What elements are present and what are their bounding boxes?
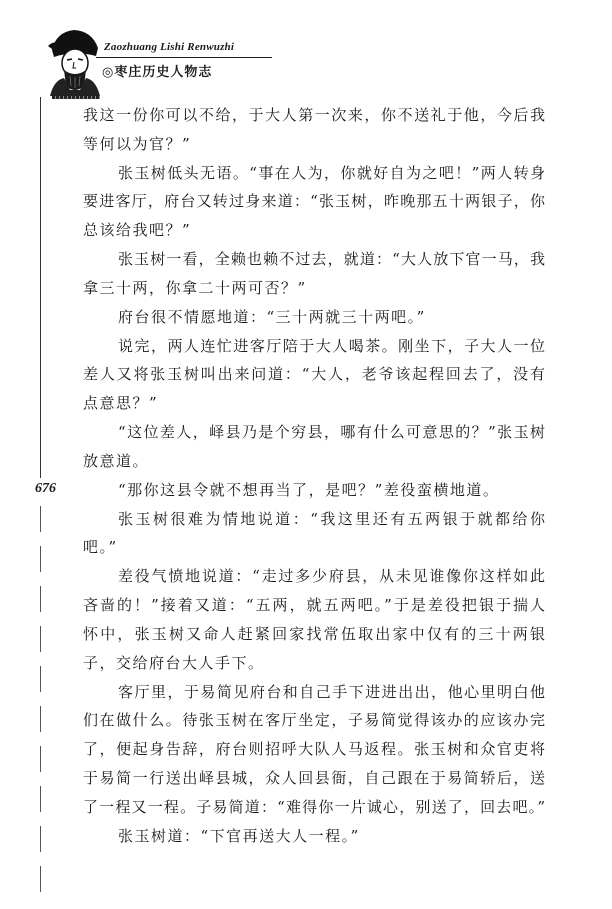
text-line: 怀中，张玉树又命人赶紧回家找常伍取出家中仅有的三十两银 (83, 624, 545, 643)
page-number: 676 (35, 481, 56, 496)
header-divider (96, 57, 272, 58)
text-line: 张玉树一看，全赖也赖不过去，就道：“大人放下官一马，我 (118, 250, 545, 269)
margin-rule-lower (40, 506, 41, 894)
header-decorative-bar (52, 96, 100, 99)
text-line: 差人又将张玉树叫出来问道：“大人，老爷该起程回去了，没有 (83, 365, 545, 384)
scholar-portrait-icon (46, 26, 102, 96)
series-title: ◎枣庄历史人物志 (102, 65, 213, 80)
paragraph (83, 418, 545, 476)
text-line: 张玉树道：“下官再送大人一程。” (118, 826, 360, 845)
text-line: 要进客厅，府台又转过身来道：“张玉树，昨晚那五十两银子，你 (83, 192, 545, 211)
text-line: 拿三十两，你拿二十两可否？” (83, 278, 307, 297)
paragraph (83, 678, 545, 822)
text-line: 吧。” (83, 538, 118, 557)
text-line: 于易简一行送出峄县城，众人回县衙，自己跟在于易简轿后，送 (83, 769, 545, 788)
text-line: 张玉树低头无语。“事在人为，你就好自为之吧！”两人转身 (118, 163, 545, 182)
text-line: 总该给我吧？” (83, 221, 192, 240)
paragraph (83, 303, 545, 332)
text-line: 放意道。 (83, 451, 150, 470)
text-line: 吝啬的！”接着又道：“五两，就五两吧。”于是差役把银于揣人 (83, 596, 545, 615)
text-line: 点意思？” (83, 394, 159, 413)
paragraph (83, 505, 545, 563)
text-line: 子，交给府台大人手下。 (83, 653, 265, 672)
text-line: 府台很不情愿地道：“三十两就三十两吧。” (118, 307, 426, 326)
text-line: 们在做什么。待张玉树在客厅坐定，子易简觉得该办的应该办完 (83, 711, 545, 730)
text-line: 张玉树很难为情地说道：“我这里还有五两银于就都给你 (118, 509, 545, 528)
paragraph (83, 332, 545, 418)
paragraph (83, 476, 545, 505)
text-line: 了，便起身告辞，府台则招呼大队人马返程。张玉树和众官吏将 (83, 740, 545, 759)
margin-rule-upper (40, 97, 41, 478)
paragraph (83, 159, 545, 245)
paragraph (83, 822, 545, 851)
series-title-pinyin: Zaozhuang Lishi Renwuzhi (104, 41, 235, 53)
body-text (83, 101, 545, 851)
text-line: 等何以为官？” (83, 134, 192, 153)
paragraph (83, 101, 545, 159)
paragraph (83, 562, 545, 677)
text-line: “这位差人，峄县乃是个穷县，哪有什么可意思的？”张玉树 (118, 423, 545, 442)
paragraph (83, 245, 545, 303)
text-line: 我这一份你可以不给，于大人第一次来，你不送礼于他，今后我 (83, 106, 545, 124)
text-line: 客厅里，于易简见府台和自己手下进进出出，他心里明白他 (118, 682, 545, 701)
text-line: 说完，两人连忙进客厅陪于大人喝茶。刚坐下，子大人一位 (118, 336, 545, 355)
text-line: 差役气愤地说道：“走过多少府县，从未见谁像你这样如此 (118, 567, 545, 586)
text-line: “那你这县令就不想再当了，是吧？”差役蛮横地道。 (118, 480, 500, 499)
text-line: 了一程又一程。子易简道：“难得你一片诚心，别送了，回去吧。” (83, 797, 545, 816)
